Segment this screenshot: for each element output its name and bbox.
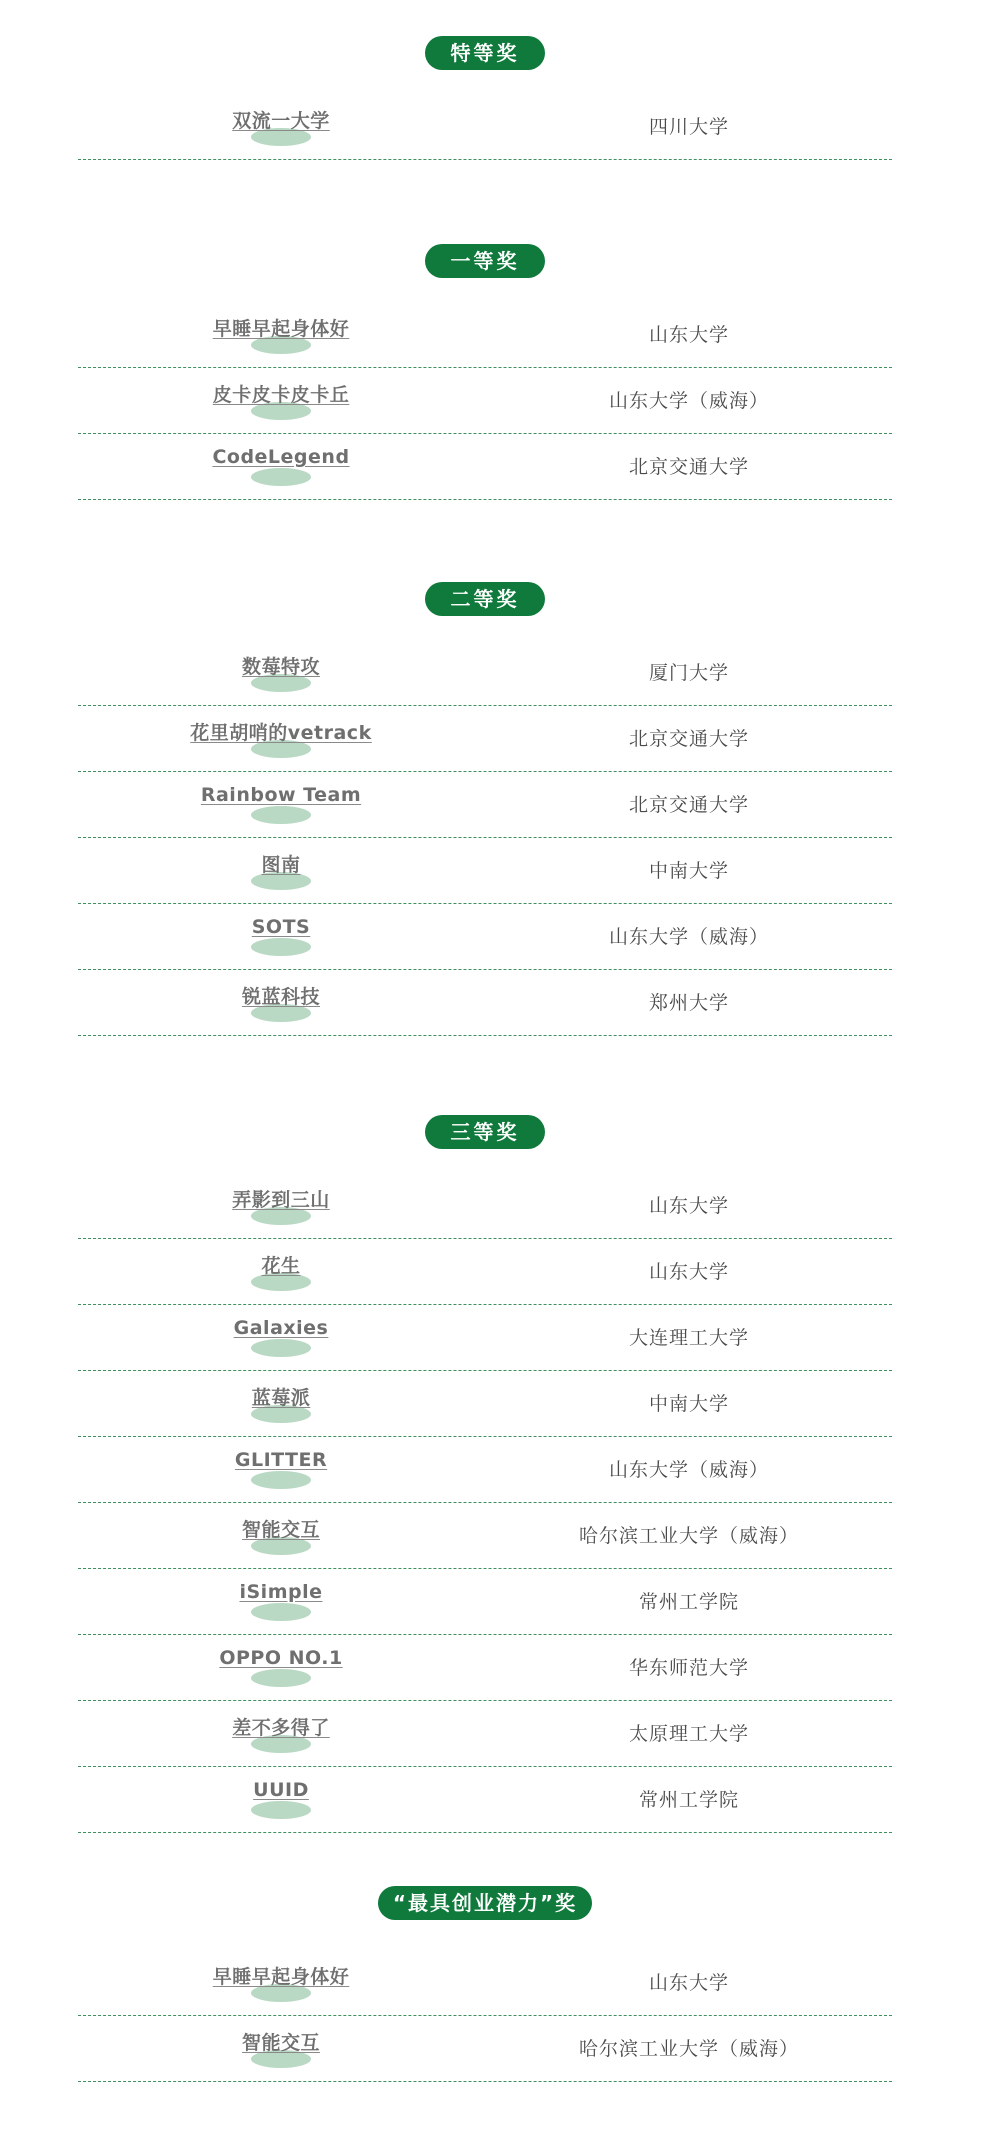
team-name: iSimple: [239, 1581, 323, 1603]
award-row: [78, 94, 892, 160]
school-name: 大连理工大学: [628, 1327, 749, 1349]
team-name: OPPO NO.1: [219, 1647, 343, 1669]
award-row: [78, 302, 892, 368]
team-name-cell: [78, 1317, 484, 1339]
award-title-pill: 一等奖: [425, 244, 545, 278]
school-name: 中南大学: [648, 1393, 729, 1415]
school-name: 山东大学（威海）: [608, 926, 769, 948]
highlight-blob: [251, 1603, 311, 1621]
team-name: 图南: [261, 854, 301, 876]
school-name: 山东大学: [648, 1195, 729, 1217]
award-row: [78, 772, 892, 838]
team-name-cell: [78, 1515, 484, 1542]
team-name-cell: [78, 850, 484, 877]
award-row: [78, 368, 892, 434]
highlight-blob: [251, 468, 311, 486]
award-section-first-prize: [78, 244, 892, 478]
award-row: [78, 1305, 892, 1371]
school-name: 山东大学: [648, 1261, 729, 1283]
award-rows: [78, 640, 892, 1036]
award-rows: [78, 302, 892, 500]
award-row: [78, 2016, 892, 2082]
school-name: 山东大学: [648, 324, 729, 346]
school-name: 哈尔滨工业大学（威海）: [578, 1525, 799, 1547]
team-name: 锐蓝科技: [241, 986, 320, 1008]
team-name-cell: [78, 380, 484, 407]
team-name-cell: [78, 446, 484, 468]
award-row: [78, 1635, 892, 1701]
award-row: [78, 1569, 892, 1635]
team-name-cell: [78, 1383, 484, 1410]
team-name-cell: [78, 1779, 484, 1801]
award-title-pill: “最具创业潜力”奖: [378, 1886, 592, 1920]
award-row: [78, 1437, 892, 1503]
school-name: 华东师范大学: [628, 1657, 749, 1679]
highlight-blob: [251, 1339, 311, 1357]
team-name: 差不多得了: [232, 1717, 330, 1739]
highlight-blob: [251, 938, 311, 956]
highlight-blob: [251, 1471, 311, 1489]
school-name: 山东大学（威海）: [608, 390, 769, 412]
award-row: [78, 1503, 892, 1569]
team-name: UUID: [253, 1779, 309, 1801]
team-name: 皮卡皮卡皮卡丘: [212, 384, 350, 406]
team-name: 数莓特攻: [241, 656, 320, 678]
award-title-wrap: [78, 1115, 892, 1151]
school-name: 山东大学（威海）: [608, 1459, 769, 1481]
school-name: 中南大学: [648, 860, 729, 882]
team-name: 智能交互: [241, 2032, 320, 2054]
school-name: 四川大学: [648, 116, 729, 138]
team-name: 早睡早起身体好: [212, 318, 350, 340]
school-name: 哈尔滨工业大学（威海）: [578, 2038, 799, 2060]
team-name: CodeLegend: [212, 446, 350, 468]
team-name-cell: [78, 982, 484, 1009]
team-name-cell: [78, 1647, 484, 1669]
award-row: [78, 706, 892, 772]
award-section-grand-prize: [78, 36, 892, 138]
team-name: SOTS: [251, 916, 311, 938]
team-name-cell: [78, 1251, 484, 1278]
award-row: [78, 970, 892, 1036]
team-name-cell: [78, 718, 484, 745]
team-name-cell: [78, 916, 484, 938]
school-name: 北京交通大学: [628, 794, 749, 816]
award-row: [78, 434, 892, 500]
team-name-cell: [78, 1185, 484, 1212]
award-row: [78, 1239, 892, 1305]
team-name-cell: [78, 2028, 484, 2055]
team-name: GLITTER: [234, 1449, 328, 1471]
award-row: [78, 640, 892, 706]
team-name-cell: [78, 1581, 484, 1603]
highlight-blob: [251, 1801, 311, 1819]
award-title-pill: 特等奖: [425, 36, 545, 70]
award-title-wrap: [78, 36, 892, 72]
award-rows: [78, 1950, 892, 2082]
award-section-entrepreneurial-potential: [78, 1886, 892, 2060]
highlight-blob: [251, 806, 311, 824]
award-row: [78, 904, 892, 970]
highlight-blob: [251, 1669, 311, 1687]
team-name-cell: [78, 1449, 484, 1471]
school-name: 郑州大学: [648, 992, 729, 1014]
team-name: 蓝莓派: [251, 1387, 311, 1409]
team-name-cell: [78, 784, 484, 806]
school-name: 北京交通大学: [628, 456, 749, 478]
award-title-pill: 三等奖: [425, 1115, 545, 1149]
team-name-cell: [78, 314, 484, 341]
team-name: Galaxies: [233, 1317, 329, 1339]
team-name: 花生: [261, 1255, 301, 1277]
award-row: [78, 1950, 892, 2016]
award-section-second-prize: [78, 582, 892, 1014]
team-name-cell: [78, 106, 484, 133]
award-title-pill: 二等奖: [425, 582, 545, 616]
award-title-wrap: [78, 582, 892, 618]
award-rows: [78, 94, 892, 160]
team-name-cell: [78, 652, 484, 679]
award-title-wrap: [78, 1886, 892, 1922]
team-name: Rainbow Team: [200, 784, 362, 806]
award-row: [78, 1371, 892, 1437]
award-section-third-prize: [78, 1115, 892, 1811]
school-name: 太原理工大学: [628, 1723, 749, 1745]
award-row: [78, 1701, 892, 1767]
school-name: 常州工学院: [638, 1591, 739, 1613]
school-name: 厦门大学: [648, 662, 729, 684]
team-name: 智能交互: [241, 1519, 320, 1541]
team-name: 早睡早起身体好: [212, 1966, 350, 1988]
team-name: 花里胡哨的vetrack: [190, 722, 372, 744]
team-name-cell: [78, 1962, 484, 1989]
award-row: [78, 838, 892, 904]
school-name: 山东大学: [648, 1972, 729, 1994]
team-name: 弄影到三山: [232, 1189, 330, 1211]
team-name: 双流一大学: [232, 110, 330, 132]
award-row: [78, 1767, 892, 1833]
team-name-cell: [78, 1713, 484, 1740]
award-rows: [78, 1173, 892, 1833]
school-name: 北京交通大学: [628, 728, 749, 750]
award-row: [78, 1173, 892, 1239]
award-title-wrap: [78, 244, 892, 280]
school-name: 常州工学院: [638, 1789, 739, 1811]
